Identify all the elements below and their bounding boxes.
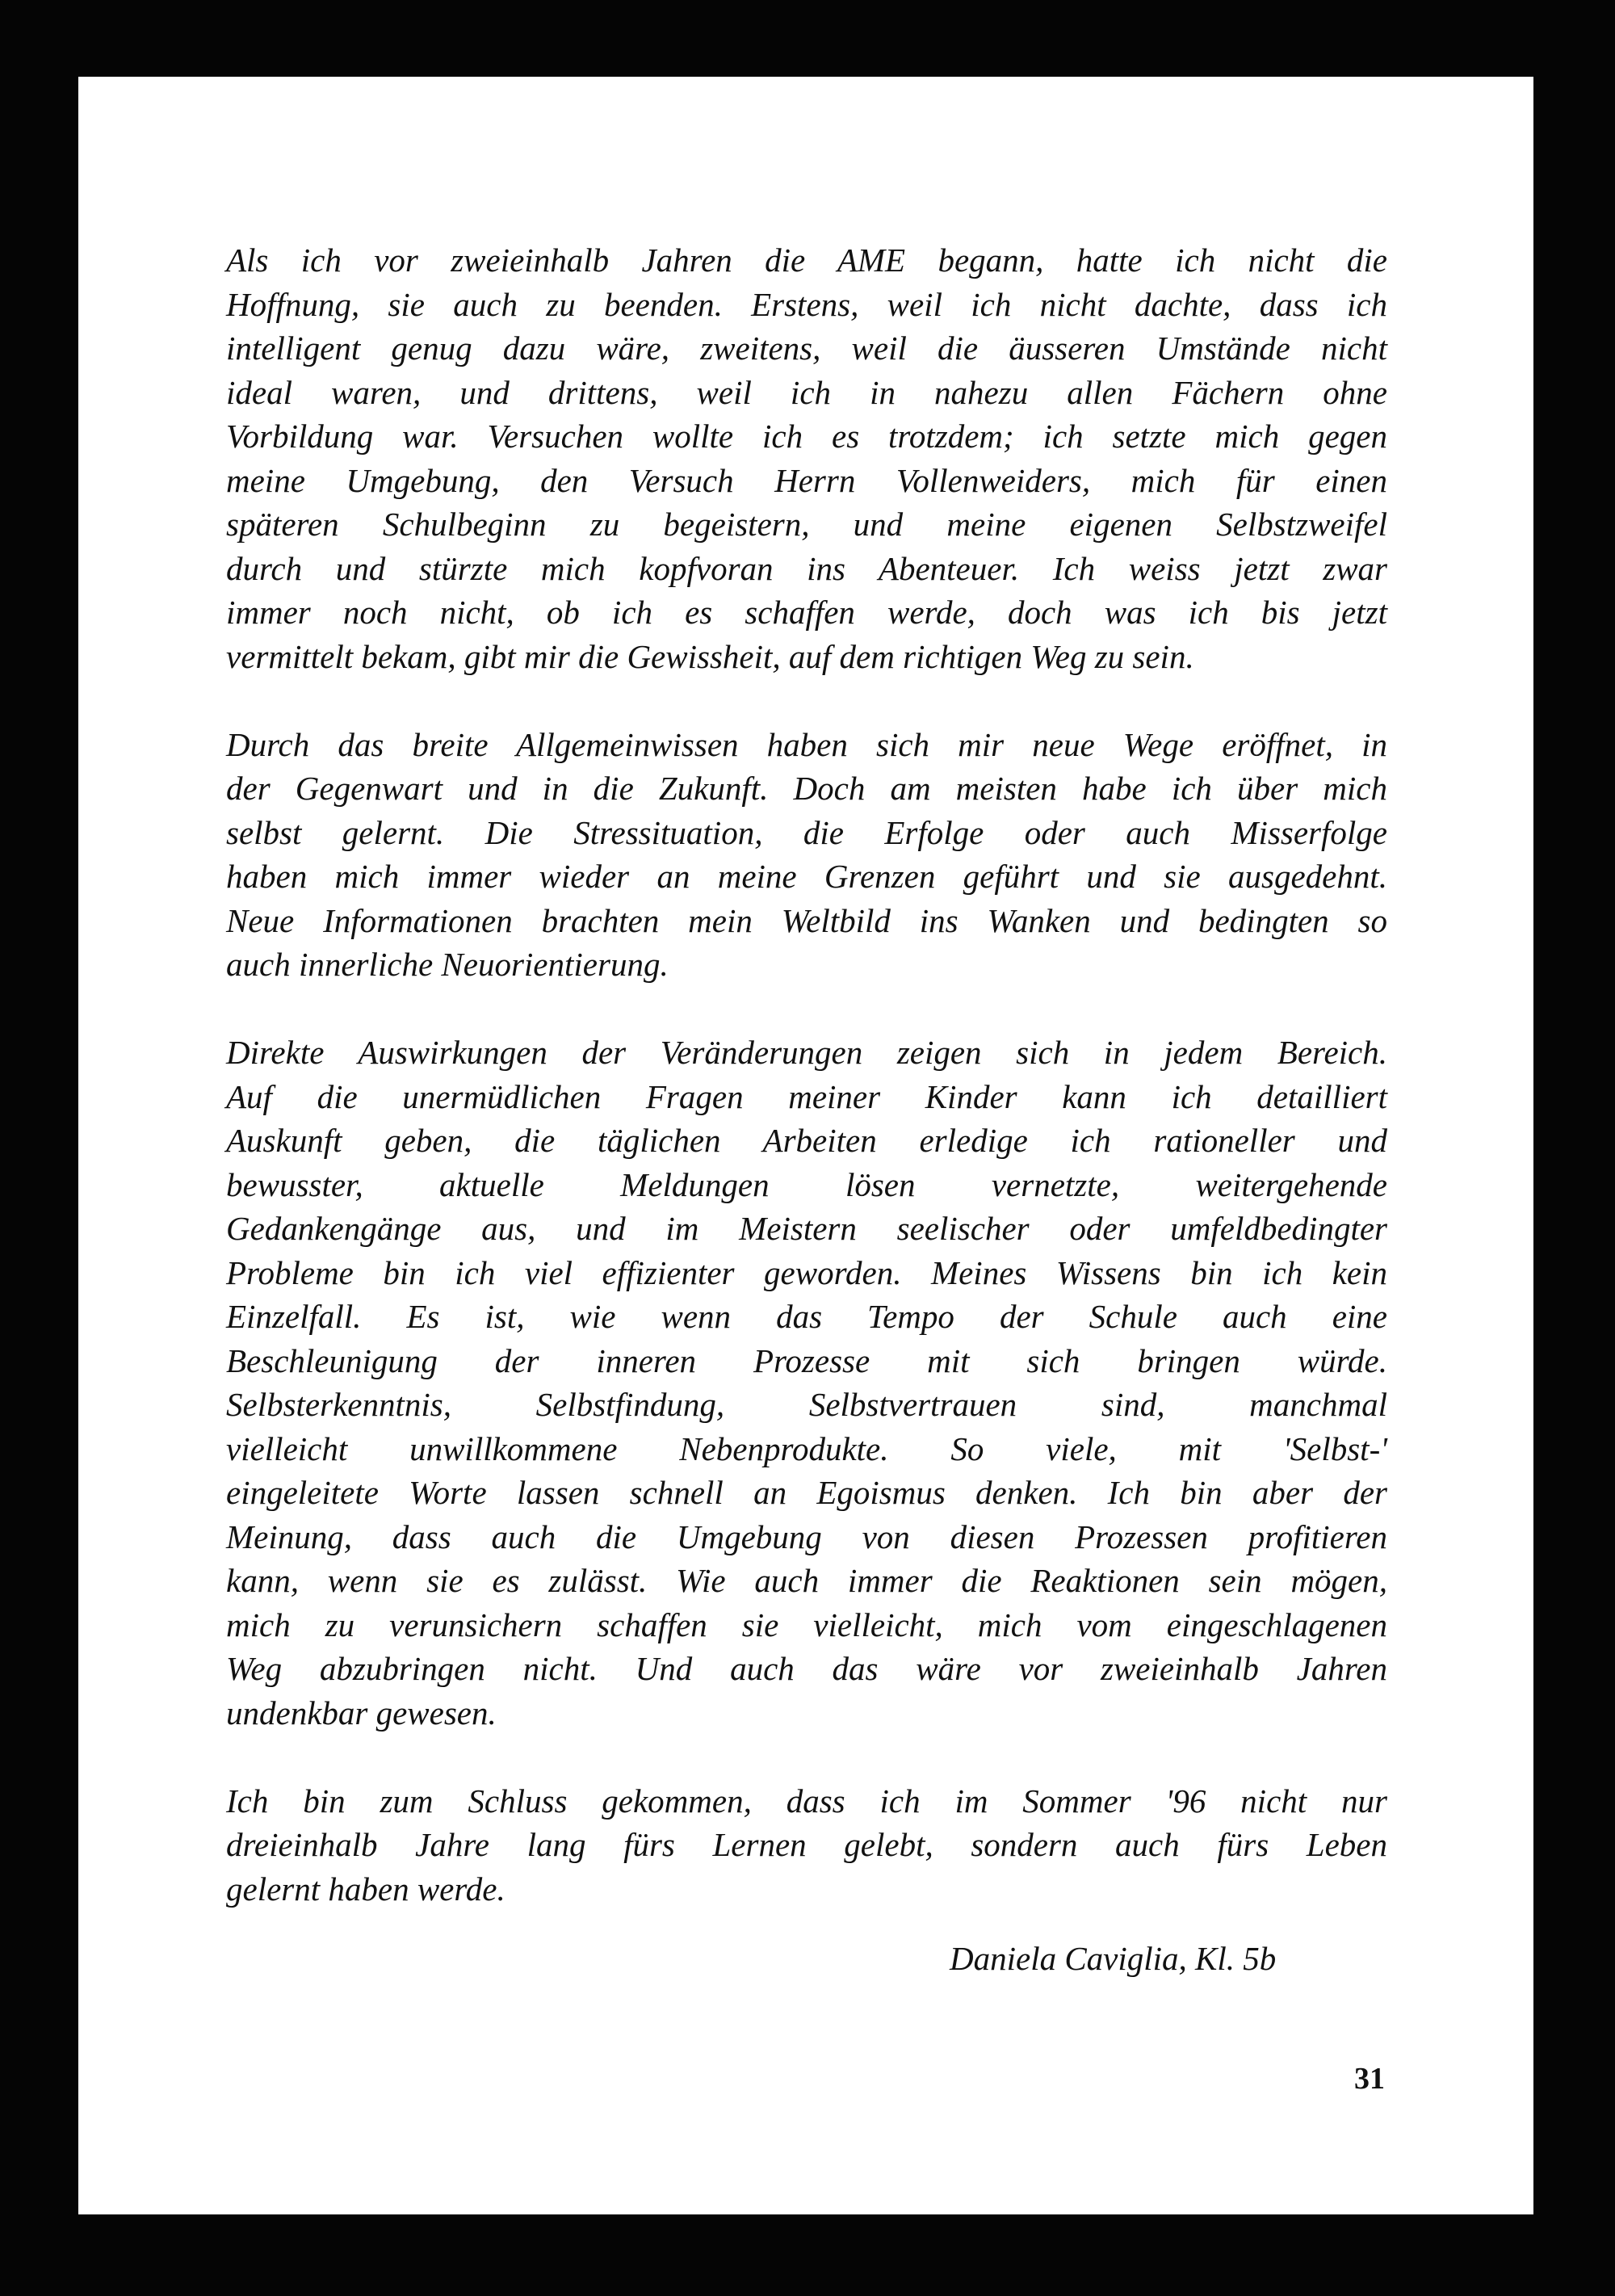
- paragraph-2: [226, 723, 1387, 987]
- text-line: haben mich immer wieder an meine Grenzen geführt und sie ausgedehnt.: [226, 858, 1387, 895]
- text-line: mich zu verunsichern schaffen sie vielleicht, mich vom eingeschlagenen: [226, 1606, 1387, 1643]
- text-line: Auskunft geben, die täglichen Arbeiten erledige ich rationeller und: [226, 1122, 1387, 1159]
- text-line: Einzelfall. Es ist, wie wenn das Tempo der Schule auch eine: [226, 1298, 1387, 1335]
- text-line: eingeleitete Worte lassen schnell an Egoismus denken. Ich bin aber der: [226, 1474, 1387, 1511]
- text-line: der Gegenwart und in die Zukunft. Doch am meisten habe ich über mich: [226, 770, 1387, 807]
- paragraph-1: [226, 238, 1387, 678]
- text-line: Auf die unermüdlichen Fragen meiner Kinder kann ich detailliert: [226, 1077, 1387, 1115]
- text-line: kann, wenn sie es zulässt. Wie auch immer die Reaktionen sein mögen,: [226, 1562, 1387, 1599]
- text-line: Selbsterkenntnis, Selbstfindung, Selbstvertrauen sind, manchmal: [226, 1386, 1387, 1423]
- text-line: selbst gelernt. Die Stressituation, die Erfolge oder auch Misserfolge: [226, 813, 1387, 851]
- text-line: intelligent genug dazu wäre, zweitens, weil die äusseren Umstände nicht: [226, 329, 1387, 367]
- text-line: durch und stürzte mich kopfvoran ins Abenteuer. Ich weiss jetzt zwar: [226, 549, 1387, 587]
- text-line: späteren Schulbeginn zu begeistern, und meine eigenen Selbstzweifel: [226, 506, 1387, 543]
- text-line: Vorbildung war. Versuchen wollte ich es trotzdem; ich setzte mich gegen: [226, 418, 1387, 455]
- text-line: auch innerliche Neuorientierung.: [226, 946, 669, 983]
- text-line: Direkte Auswirkungen der Veränderungen zeigen sich in jedem Bereich.: [226, 1034, 1387, 1071]
- document-page: [78, 77, 1533, 2214]
- text-line: Neue Informationen brachten mein Weltbild ins Wanken und bedingten so: [226, 901, 1387, 939]
- text-line: bewusster, aktuelle Meldungen lösen vernetzte, weitergehende: [226, 1165, 1387, 1203]
- text-line: meine Umgebung, den Versuch Herrn Vollenweiders, mich für einen: [226, 461, 1387, 499]
- paragraph-4: [226, 1779, 1387, 1912]
- author-signature: Daniela Caviglia, Kl. 5b: [950, 1940, 1277, 1977]
- body-text: [226, 238, 1387, 1955]
- text-line: Meinung, dass auch die Umgebung von diesen Prozessen profitieren: [226, 1517, 1387, 1555]
- text-line: undenkbar gewesen.: [226, 1694, 497, 1731]
- text-line: Als ich vor zweieinhalb Jahren die AME begann, hatte ich nicht die: [226, 241, 1387, 279]
- text-line: vermittelt bekam, gibt mir die Gewissheit, auf dem richtigen Weg zu sein.: [226, 637, 1194, 675]
- text-line: Probleme bin ich viel effizienter geworden. Meines Wissens bin ich kein: [226, 1253, 1387, 1291]
- text-line: ideal waren, und drittens, weil ich in nahezu allen Fächern ohne: [226, 373, 1387, 411]
- text-line: Ich bin zum Schluss gekommen, dass ich im Sommer '96 nicht nur: [226, 1782, 1387, 1820]
- text-line: immer noch nicht, ob ich es schaffen werde, doch was ich bis jetzt: [226, 594, 1387, 631]
- paragraph-3: [226, 1030, 1387, 1735]
- text-line: Beschleunigung der inneren Prozesse mit sich bringen würde.: [226, 1341, 1387, 1379]
- text-line: dreieinhalb Jahre lang fürs Lernen gelebt, sondern auch fürs Leben: [226, 1826, 1387, 1863]
- text-line: Durch das breite Allgemeinwissen haben sich mir neue Wege eröffnet, in: [226, 725, 1387, 763]
- text-line: Hoffnung, sie auch zu beenden. Erstens, weil ich nicht dachte, dass ich: [226, 285, 1387, 323]
- text-line: vielleicht unwillkommene Nebenprodukte. So viele, mit 'Selbst-': [226, 1429, 1387, 1467]
- text-line: Gedankengänge aus, und im Meistern seelischer oder umfeldbedingter: [226, 1210, 1387, 1247]
- text-line: Weg abzubringen nicht. Und auch das wäre vor zweieinhalb Jahren: [226, 1650, 1387, 1687]
- text-line: gelernt haben werde.: [226, 1870, 505, 1908]
- page-number: 31: [1354, 2062, 1385, 2096]
